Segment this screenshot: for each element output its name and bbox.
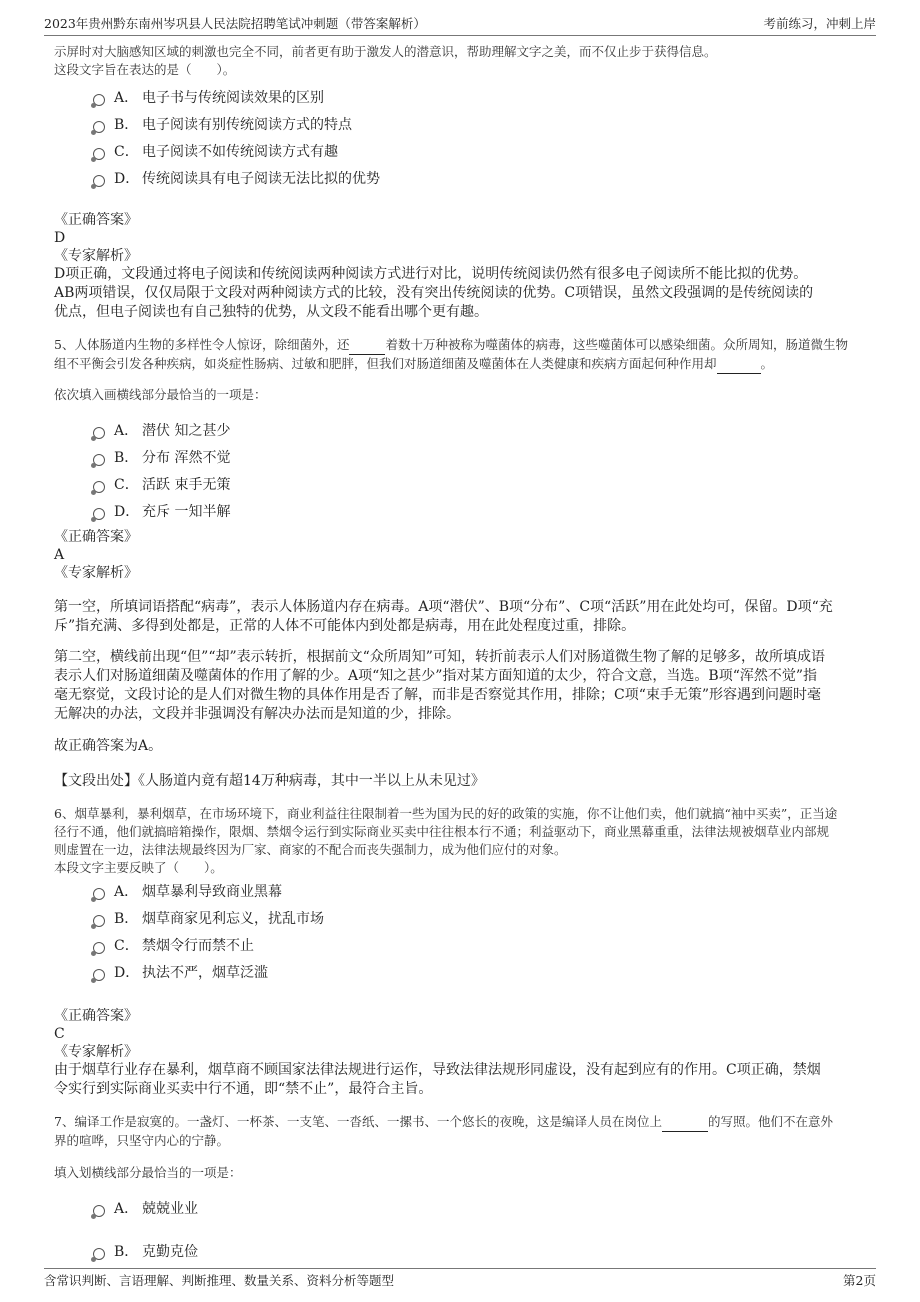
option-c[interactable]: C． 禁烟令行而禁不止: [54, 933, 874, 960]
option-a[interactable]: A． 兢兢业业: [54, 1196, 874, 1223]
fill-blank: [662, 1113, 708, 1132]
radio-icon[interactable]: [93, 508, 105, 520]
analysis-conclusion: 故正确答案为A。: [54, 738, 163, 754]
radio-icon[interactable]: [93, 888, 105, 900]
question-stem-line: 6、烟草暴利，暴利烟草，在市场环境下，商业利益往往限制着一些为国为民的好的政策的实施，你不让他们卖，他们就搞“袖中买卖”，正当途: [54, 806, 838, 821]
header-slogan: 考前练习，冲刺上岸: [763, 16, 876, 31]
option-a[interactable]: A． 潜伏 知之甚少: [54, 418, 874, 445]
question-stem-line: 组不平衡会引发各种疾病，如炎症性肠病、过敏和肥胖，但我们对肠道细菌及噬菌体在人类健康和疾病方面起何种作用却 。: [54, 355, 874, 374]
option-b[interactable]: B． 电子阅读有别传统阅读方式的特点: [54, 112, 874, 139]
question-5: [54, 336, 874, 791]
analysis-text: 由于烟草行业存在暴利，烟草商不顾国家法律法规进行运作，导致法律法规形同虚设，没有起到应有的作用。C项正确，禁烟 令实行到实际商业买卖中行不通，即“禁不止”，最符合主旨。: [54, 1062, 821, 1097]
correct-answer: C: [54, 1026, 65, 1042]
radio-icon[interactable]: [93, 1248, 105, 1260]
radio-icon[interactable]: [93, 175, 105, 187]
option-c[interactable]: C． 活跃 束手无策: [54, 472, 874, 499]
radio-icon[interactable]: [93, 942, 105, 954]
page-content: [54, 40, 874, 1266]
question-stem-line: 7、编译工作是寂寞的。一盏灯、一杯茶、一支笔、一沓纸、一摞书、一个悠长的夜晚，这是编译人员在岗位上 的写照。他们不在意外: [54, 1113, 874, 1132]
question-prompt: 填入划横线部分最恰当的一项是：: [54, 1165, 242, 1180]
question-4: [54, 43, 874, 322]
question-6: [54, 805, 874, 1099]
question-stem-line: 示屏时对大脑感知区域的刺激也完全不同，前者更有助于激发人的潜意识，帮助理解文字之美，而不仅止步于获得信息。: [54, 44, 717, 59]
answer-label: 《正确答案》: [54, 212, 138, 228]
option-c[interactable]: C． 电子阅读不如传统阅读方式有趣: [54, 139, 874, 166]
radio-icon[interactable]: [93, 121, 105, 133]
fill-blank: [717, 355, 761, 374]
radio-icon[interactable]: [93, 454, 105, 466]
answer-label: 《正确答案》: [54, 1008, 138, 1024]
question-stem-line: 则虚置在一边，法律法规最终因为厂家、商家的不配合而丧失强制力，成为他们应付的对象。: [54, 842, 567, 857]
analysis-label: 《专家解析》: [54, 565, 138, 581]
analysis-paragraph-1: 第一空，所填词语搭配“病毒”，表示人体肠道内存在病毒。A项“潜伏”、B项“分布”、C项“活跃”用在此处均可，保留。D项“充 斥”指充满、多得到处都是，正常的人体不可能体内到处都是病毒，用在此处程度过重，排除。: [54, 599, 833, 634]
option-d[interactable]: D． 传统阅读具有电子阅读无法比拟的优势: [54, 166, 874, 193]
option-a[interactable]: A． 烟草暴利导致商业黑幕: [54, 879, 874, 906]
option-a[interactable]: A． 电子书与传统阅读效果的区别: [54, 85, 874, 112]
question-stem-line: 界的喧哗，只坚守内心的宁静。: [54, 1133, 230, 1148]
option-d[interactable]: D． 充斥 一知半解: [54, 499, 874, 526]
fill-blank: [349, 336, 385, 355]
question-stem-line: 径行不通，他们就搞暗箱操作，限烟、禁烟令运行到实际商业买卖中往往根本行不通；利益驱动下，商业黑幕重重，法律法规被烟草业内部规: [54, 824, 830, 839]
option-b[interactable]: B． 分布 浑然不觉: [54, 445, 874, 472]
analysis-text: D项正确，文段通过将电子阅读和传统阅读两种阅读方式进行对比，说明传统阅读仍然有很多电子阅读所不能比拟的优势。 AB两项错误，仅仅局限于文段对两种阅读方式的比较，没有突出传统阅读的优势。C项错误，虽然文段强调的是传统阅读的 优点，但电子阅读也有自己独特的优势，从文段不能看出哪个更有趣。: [54, 266, 814, 320]
analysis-label: 《专家解析》: [54, 1044, 138, 1060]
question-prompt: 依次填入画横线部分最恰当的一项是：: [54, 387, 267, 402]
radio-icon[interactable]: [93, 481, 105, 493]
radio-icon[interactable]: [93, 1205, 105, 1217]
radio-icon[interactable]: [93, 915, 105, 927]
correct-answer: D: [54, 230, 66, 246]
radio-icon[interactable]: [93, 94, 105, 106]
radio-icon[interactable]: [93, 969, 105, 981]
question-7: [54, 1113, 874, 1266]
source-citation: 【文段出处】《人肠道内竟有超14万种病毒，其中一半以上从未见过》: [54, 773, 485, 789]
question-prompt: 这段文字旨在表达的是（ ）。: [54, 62, 236, 77]
footer-note: 含常识判断、言语理解、判断推理、数量关系、资料分析等题型: [44, 1273, 395, 1288]
option-d[interactable]: D． 执法不严，烟草泛滥: [54, 960, 874, 987]
question-stem-line: 5、人体肠道内生物的多样性令人惊讶，除细菌外，还 着数十万种被称为噬菌体的病毒，这些噬菌体可以感染细菌。众所周知，肠道微生物: [54, 336, 874, 355]
answer-label: 《正确答案》: [54, 529, 138, 545]
analysis-label: 《专家解析》: [54, 248, 138, 264]
correct-answer: A: [54, 547, 65, 563]
page-number: 第2页: [843, 1273, 876, 1288]
page-header: [44, 8, 876, 36]
radio-icon[interactable]: [93, 427, 105, 439]
analysis-paragraph-2: 第二空，横线前出现“但”“却”表示转折，根据前文“众所周知”可知，转折前表示人们对肠道微生物了解的足够多，故所填成语 表示人们对肠道细菌及噬菌体的作用了解的少。A项“知之甚少”指对某方面知道的太少，符合文意，当选。B项“浑然不觉”指 毫无察觉，文段讨论的是人们对微生物的具体作用是否了解，而非是否察觉其作用，排除；C项“束手无策”形容遇到问题时毫 无解决的办法，文段并非强调没有解决办法而是知道的少，排除。: [54, 649, 825, 722]
document-title: 2023年贵州黔东南州岑巩县人民法院招聘笔试冲刺题（带答案解析）: [44, 16, 426, 31]
page-footer: [44, 1268, 876, 1291]
option-b[interactable]: B． 烟草商家见利忘义，扰乱市场: [54, 906, 874, 933]
option-b[interactable]: B． 克勤克俭: [54, 1239, 874, 1266]
radio-icon[interactable]: [93, 148, 105, 160]
question-prompt: 本段文字主要反映了（ ）。: [54, 860, 223, 875]
